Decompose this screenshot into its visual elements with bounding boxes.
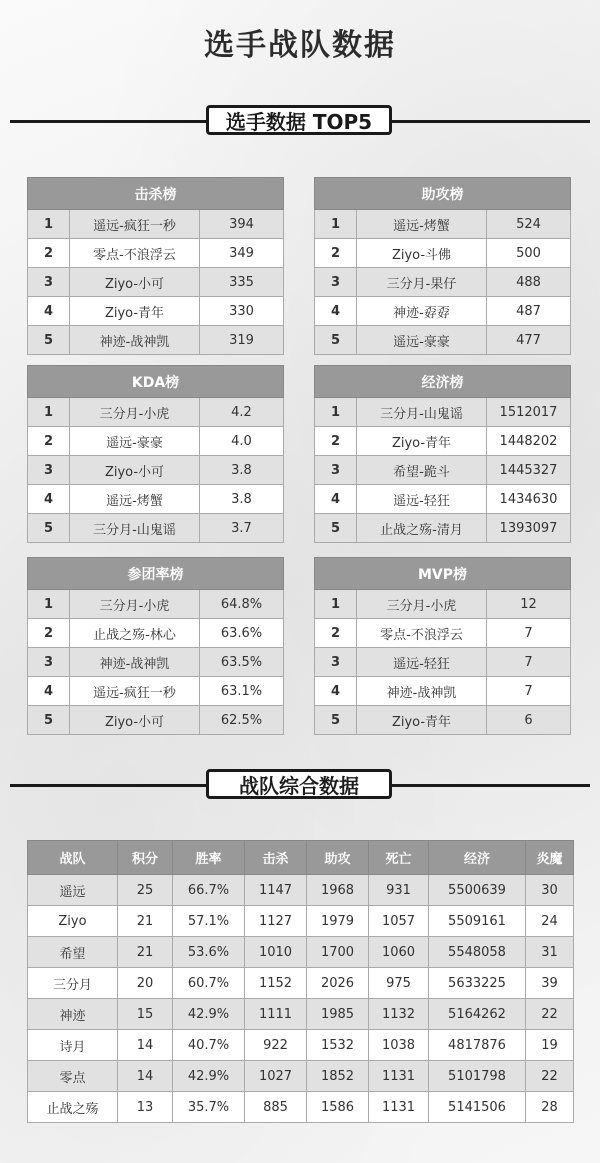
rank-cell: 2 [28, 619, 70, 648]
player-name-cell: 三分月-小虎 [70, 398, 200, 427]
player-name-cell: 零点-不浪浮云 [357, 619, 487, 648]
value-cell: 3.8 [200, 456, 284, 485]
player-name-cell: 三分月-果仔 [357, 268, 487, 297]
team-name-cell: 止战之殇 [28, 1092, 118, 1123]
leaderboard-row [28, 485, 284, 514]
player-name-cell: Ziyo-小可 [70, 268, 200, 297]
player-name-cell: 遥远-豪豪 [70, 427, 200, 456]
leaderboard-row [315, 456, 571, 485]
leaderboard-row [28, 648, 284, 677]
assists-leaderboard-title: 助攻榜 [315, 178, 571, 210]
team-name-cell: Ziyo [28, 906, 118, 937]
value-cell: 7 [487, 619, 571, 648]
stat-cell: 19 [526, 1030, 574, 1061]
rank-cell: 2 [28, 239, 70, 268]
stat-cell: 14 [118, 1030, 173, 1061]
stat-cell: 42.9% [173, 1061, 245, 1092]
value-cell: 3.8 [200, 485, 284, 514]
player-name-cell: Ziyo-青年 [357, 706, 487, 735]
column-header: 积分 [118, 841, 173, 875]
player-name-cell: 三分月-山鬼谣 [70, 514, 200, 543]
rank-cell: 4 [28, 485, 70, 514]
stat-cell: 1060 [369, 937, 429, 968]
player-name-cell: 希望-跪斗 [357, 456, 487, 485]
value-cell: 524 [487, 210, 571, 239]
value-cell: 1434630 [487, 485, 571, 514]
value-cell: 63.1% [200, 677, 284, 706]
leaderboard-row [28, 268, 284, 297]
stat-cell: 1111 [245, 999, 307, 1030]
stat-cell: 60.7% [173, 968, 245, 999]
stat-cell: 5548058 [429, 937, 526, 968]
team-name-cell: 遥远 [28, 875, 118, 906]
leaderboard-row [28, 619, 284, 648]
stat-cell: 1131 [369, 1061, 429, 1092]
value-cell: 4.2 [200, 398, 284, 427]
leaderboard-row [28, 239, 284, 268]
value-cell: 1448202 [487, 427, 571, 456]
rank-cell: 1 [315, 210, 357, 239]
value-cell: 7 [487, 648, 571, 677]
player-name-cell: 零点-不浪浮云 [70, 239, 200, 268]
stat-cell: 1532 [307, 1030, 369, 1061]
section-header-players [0, 101, 600, 141]
rank-cell: 3 [28, 648, 70, 677]
kills-leaderboard [27, 177, 284, 355]
team-name-cell: 诗月 [28, 1030, 118, 1061]
leaderboard-row [315, 590, 571, 619]
stat-cell: 1010 [245, 937, 307, 968]
column-header: 胜率 [173, 841, 245, 875]
leaderboard-row [315, 427, 571, 456]
value-cell: 335 [200, 268, 284, 297]
section-header-teams [0, 765, 600, 805]
section-title-players: 选手数据 TOP5 [206, 105, 392, 135]
value-cell: 1512017 [487, 398, 571, 427]
stat-cell: 57.1% [173, 906, 245, 937]
leaderboard-row [315, 619, 571, 648]
stat-cell: 1131 [369, 1092, 429, 1123]
economy-leaderboard [314, 365, 571, 543]
value-cell: 488 [487, 268, 571, 297]
column-header: 战队 [28, 841, 118, 875]
divider-right [390, 784, 590, 787]
rank-cell: 2 [28, 427, 70, 456]
leaderboard-row [315, 648, 571, 677]
player-name-cell: 三分月-小虎 [70, 590, 200, 619]
value-cell: 319 [200, 326, 284, 355]
player-name-cell: Ziyo-小可 [70, 706, 200, 735]
rank-cell: 2 [315, 619, 357, 648]
rank-cell: 1 [28, 398, 70, 427]
stat-cell: 4817876 [429, 1030, 526, 1061]
value-cell: 3.7 [200, 514, 284, 543]
leaderboard-row [28, 297, 284, 326]
rank-cell: 4 [28, 297, 70, 326]
stat-cell: 15 [118, 999, 173, 1030]
team-row [28, 937, 574, 968]
leaderboard-row [28, 326, 284, 355]
participation-leaderboard-title: 参团率榜 [28, 558, 284, 590]
stat-cell: 1852 [307, 1061, 369, 1092]
team-stats-table [27, 840, 574, 1123]
value-cell: 1445327 [487, 456, 571, 485]
leaderboard-row [315, 514, 571, 543]
leaderboard-row [28, 514, 284, 543]
player-name-cell: 遥远-疯狂一秒 [70, 677, 200, 706]
team-row [28, 906, 574, 937]
rank-cell: 5 [315, 514, 357, 543]
leaderboard-row [28, 590, 284, 619]
team-name-cell: 希望 [28, 937, 118, 968]
stat-cell: 1979 [307, 906, 369, 937]
leaderboard-row [315, 485, 571, 514]
stat-cell: 31 [526, 937, 574, 968]
rank-cell: 5 [315, 326, 357, 355]
stat-cell: 975 [369, 968, 429, 999]
team-row [28, 1092, 574, 1123]
player-name-cell: 止战之殇-林心 [70, 619, 200, 648]
player-name-cell: Ziyo-青年 [70, 297, 200, 326]
team-table-header [28, 841, 574, 875]
rank-cell: 5 [28, 514, 70, 543]
player-name-cell: 遥远-疯狂一秒 [70, 210, 200, 239]
rank-cell: 5 [315, 706, 357, 735]
rank-cell: 3 [28, 456, 70, 485]
column-header: 炎魔 [526, 841, 574, 875]
value-cell: 349 [200, 239, 284, 268]
value-cell: 63.5% [200, 648, 284, 677]
rank-cell: 5 [28, 326, 70, 355]
player-name-cell: Ziyo-青年 [357, 427, 487, 456]
stat-cell: 21 [118, 937, 173, 968]
stat-cell: 1127 [245, 906, 307, 937]
stat-cell: 21 [118, 906, 173, 937]
team-row [28, 1030, 574, 1061]
team-row [28, 875, 574, 906]
stat-cell: 24 [526, 906, 574, 937]
stat-cell: 22 [526, 999, 574, 1030]
stat-cell: 931 [369, 875, 429, 906]
rank-cell: 1 [28, 210, 70, 239]
rank-cell: 2 [315, 427, 357, 456]
player-name-cell: 遥远-烤蟹 [70, 485, 200, 514]
stat-cell: 28 [526, 1092, 574, 1123]
player-name-cell: 神迹-战神凯 [70, 326, 200, 355]
divider-right [390, 120, 590, 123]
value-cell: 7 [487, 677, 571, 706]
kills-leaderboard-title: 击杀榜 [28, 178, 284, 210]
player-name-cell: 神迹-孬孬 [357, 297, 487, 326]
player-name-cell: 遥远-烤蟹 [357, 210, 487, 239]
stat-cell: 1027 [245, 1061, 307, 1092]
team-name-cell: 零点 [28, 1061, 118, 1092]
value-cell: 330 [200, 297, 284, 326]
stat-cell: 2026 [307, 968, 369, 999]
stat-cell: 1968 [307, 875, 369, 906]
stat-cell: 1586 [307, 1092, 369, 1123]
stat-cell: 30 [526, 875, 574, 906]
player-name-cell: 神迹-战神凯 [70, 648, 200, 677]
rank-cell: 4 [28, 677, 70, 706]
value-cell: 63.6% [200, 619, 284, 648]
divider-left [10, 120, 206, 123]
stat-cell: 885 [245, 1092, 307, 1123]
stat-cell: 53.6% [173, 937, 245, 968]
participation-leaderboard [27, 557, 284, 735]
kda-leaderboard [27, 365, 284, 543]
team-row [28, 1061, 574, 1092]
assists-leaderboard [314, 177, 571, 355]
stat-cell: 5633225 [429, 968, 526, 999]
stat-cell: 5164262 [429, 999, 526, 1030]
column-header: 击杀 [245, 841, 307, 875]
player-name-cell: 遥远-豪豪 [357, 326, 487, 355]
leaderboard-row [315, 677, 571, 706]
kda-leaderboard-title: KDA榜 [28, 366, 284, 398]
leaderboard-row [315, 210, 571, 239]
column-header: 助攻 [307, 841, 369, 875]
rank-cell: 3 [315, 648, 357, 677]
leaderboard-row [315, 297, 571, 326]
section-title-teams: 战队综合数据 [206, 769, 392, 799]
stat-cell: 1057 [369, 906, 429, 937]
value-cell: 394 [200, 210, 284, 239]
economy-leaderboard-title: 经济榜 [315, 366, 571, 398]
leaderboard-row [28, 706, 284, 735]
value-cell: 6 [487, 706, 571, 735]
rank-cell: 3 [315, 456, 357, 485]
value-cell: 4.0 [200, 427, 284, 456]
player-name-cell: Ziyo-小可 [70, 456, 200, 485]
leaderboard-row [28, 398, 284, 427]
rank-cell: 5 [28, 706, 70, 735]
player-name-cell: 三分月-山鬼谣 [357, 398, 487, 427]
column-header: 经济 [429, 841, 526, 875]
leaderboard-row [315, 706, 571, 735]
leaderboard-row [28, 427, 284, 456]
rank-cell: 3 [28, 268, 70, 297]
mvp-leaderboard-title: MVP榜 [315, 558, 571, 590]
divider-left [10, 784, 206, 787]
leaderboard-row [28, 456, 284, 485]
leaderboard-row [315, 326, 571, 355]
leaderboard-row [315, 239, 571, 268]
stat-cell: 1038 [369, 1030, 429, 1061]
stat-cell: 1700 [307, 937, 369, 968]
stat-cell: 5141506 [429, 1092, 526, 1123]
stat-cell: 20 [118, 968, 173, 999]
rank-cell: 1 [28, 590, 70, 619]
rank-cell: 4 [315, 297, 357, 326]
stat-cell: 22 [526, 1061, 574, 1092]
player-name-cell: 三分月-小虎 [357, 590, 487, 619]
value-cell: 500 [487, 239, 571, 268]
player-name-cell: 止战之殇-清月 [357, 514, 487, 543]
stat-cell: 5500639 [429, 875, 526, 906]
stat-cell: 66.7% [173, 875, 245, 906]
player-name-cell: 遥远-轻狂 [357, 648, 487, 677]
value-cell: 487 [487, 297, 571, 326]
column-header: 死亡 [369, 841, 429, 875]
stat-cell: 25 [118, 875, 173, 906]
leaderboard-row [315, 268, 571, 297]
value-cell: 12 [487, 590, 571, 619]
leaderboard-row [315, 398, 571, 427]
stat-cell: 1132 [369, 999, 429, 1030]
rank-cell: 4 [315, 677, 357, 706]
value-cell: 477 [487, 326, 571, 355]
mvp-leaderboard [314, 557, 571, 735]
value-cell: 64.8% [200, 590, 284, 619]
stat-cell: 13 [118, 1092, 173, 1123]
stat-cell: 42.9% [173, 999, 245, 1030]
rank-cell: 1 [315, 590, 357, 619]
team-row [28, 999, 574, 1030]
player-name-cell: 遥远-轻狂 [357, 485, 487, 514]
rank-cell: 3 [315, 268, 357, 297]
leaderboard-row [28, 210, 284, 239]
stat-cell: 922 [245, 1030, 307, 1061]
player-name-cell: 神迹-战神凯 [357, 677, 487, 706]
stat-cell: 40.7% [173, 1030, 245, 1061]
player-name-cell: Ziyo-斗佛 [357, 239, 487, 268]
stat-cell: 1152 [245, 968, 307, 999]
stat-cell: 35.7% [173, 1092, 245, 1123]
stat-cell: 5101798 [429, 1061, 526, 1092]
leaderboard-row [28, 677, 284, 706]
stat-cell: 14 [118, 1061, 173, 1092]
value-cell: 62.5% [200, 706, 284, 735]
rank-cell: 1 [315, 398, 357, 427]
team-name-cell: 神迹 [28, 999, 118, 1030]
rank-cell: 2 [315, 239, 357, 268]
rank-cell: 4 [315, 485, 357, 514]
page-title: 选手战队数据 [204, 28, 396, 63]
stat-cell: 1985 [307, 999, 369, 1030]
stat-cell: 1147 [245, 875, 307, 906]
team-row [28, 968, 574, 999]
value-cell: 1393097 [487, 514, 571, 543]
stat-cell: 5509161 [429, 906, 526, 937]
team-name-cell: 三分月 [28, 968, 118, 999]
stat-cell: 39 [526, 968, 574, 999]
